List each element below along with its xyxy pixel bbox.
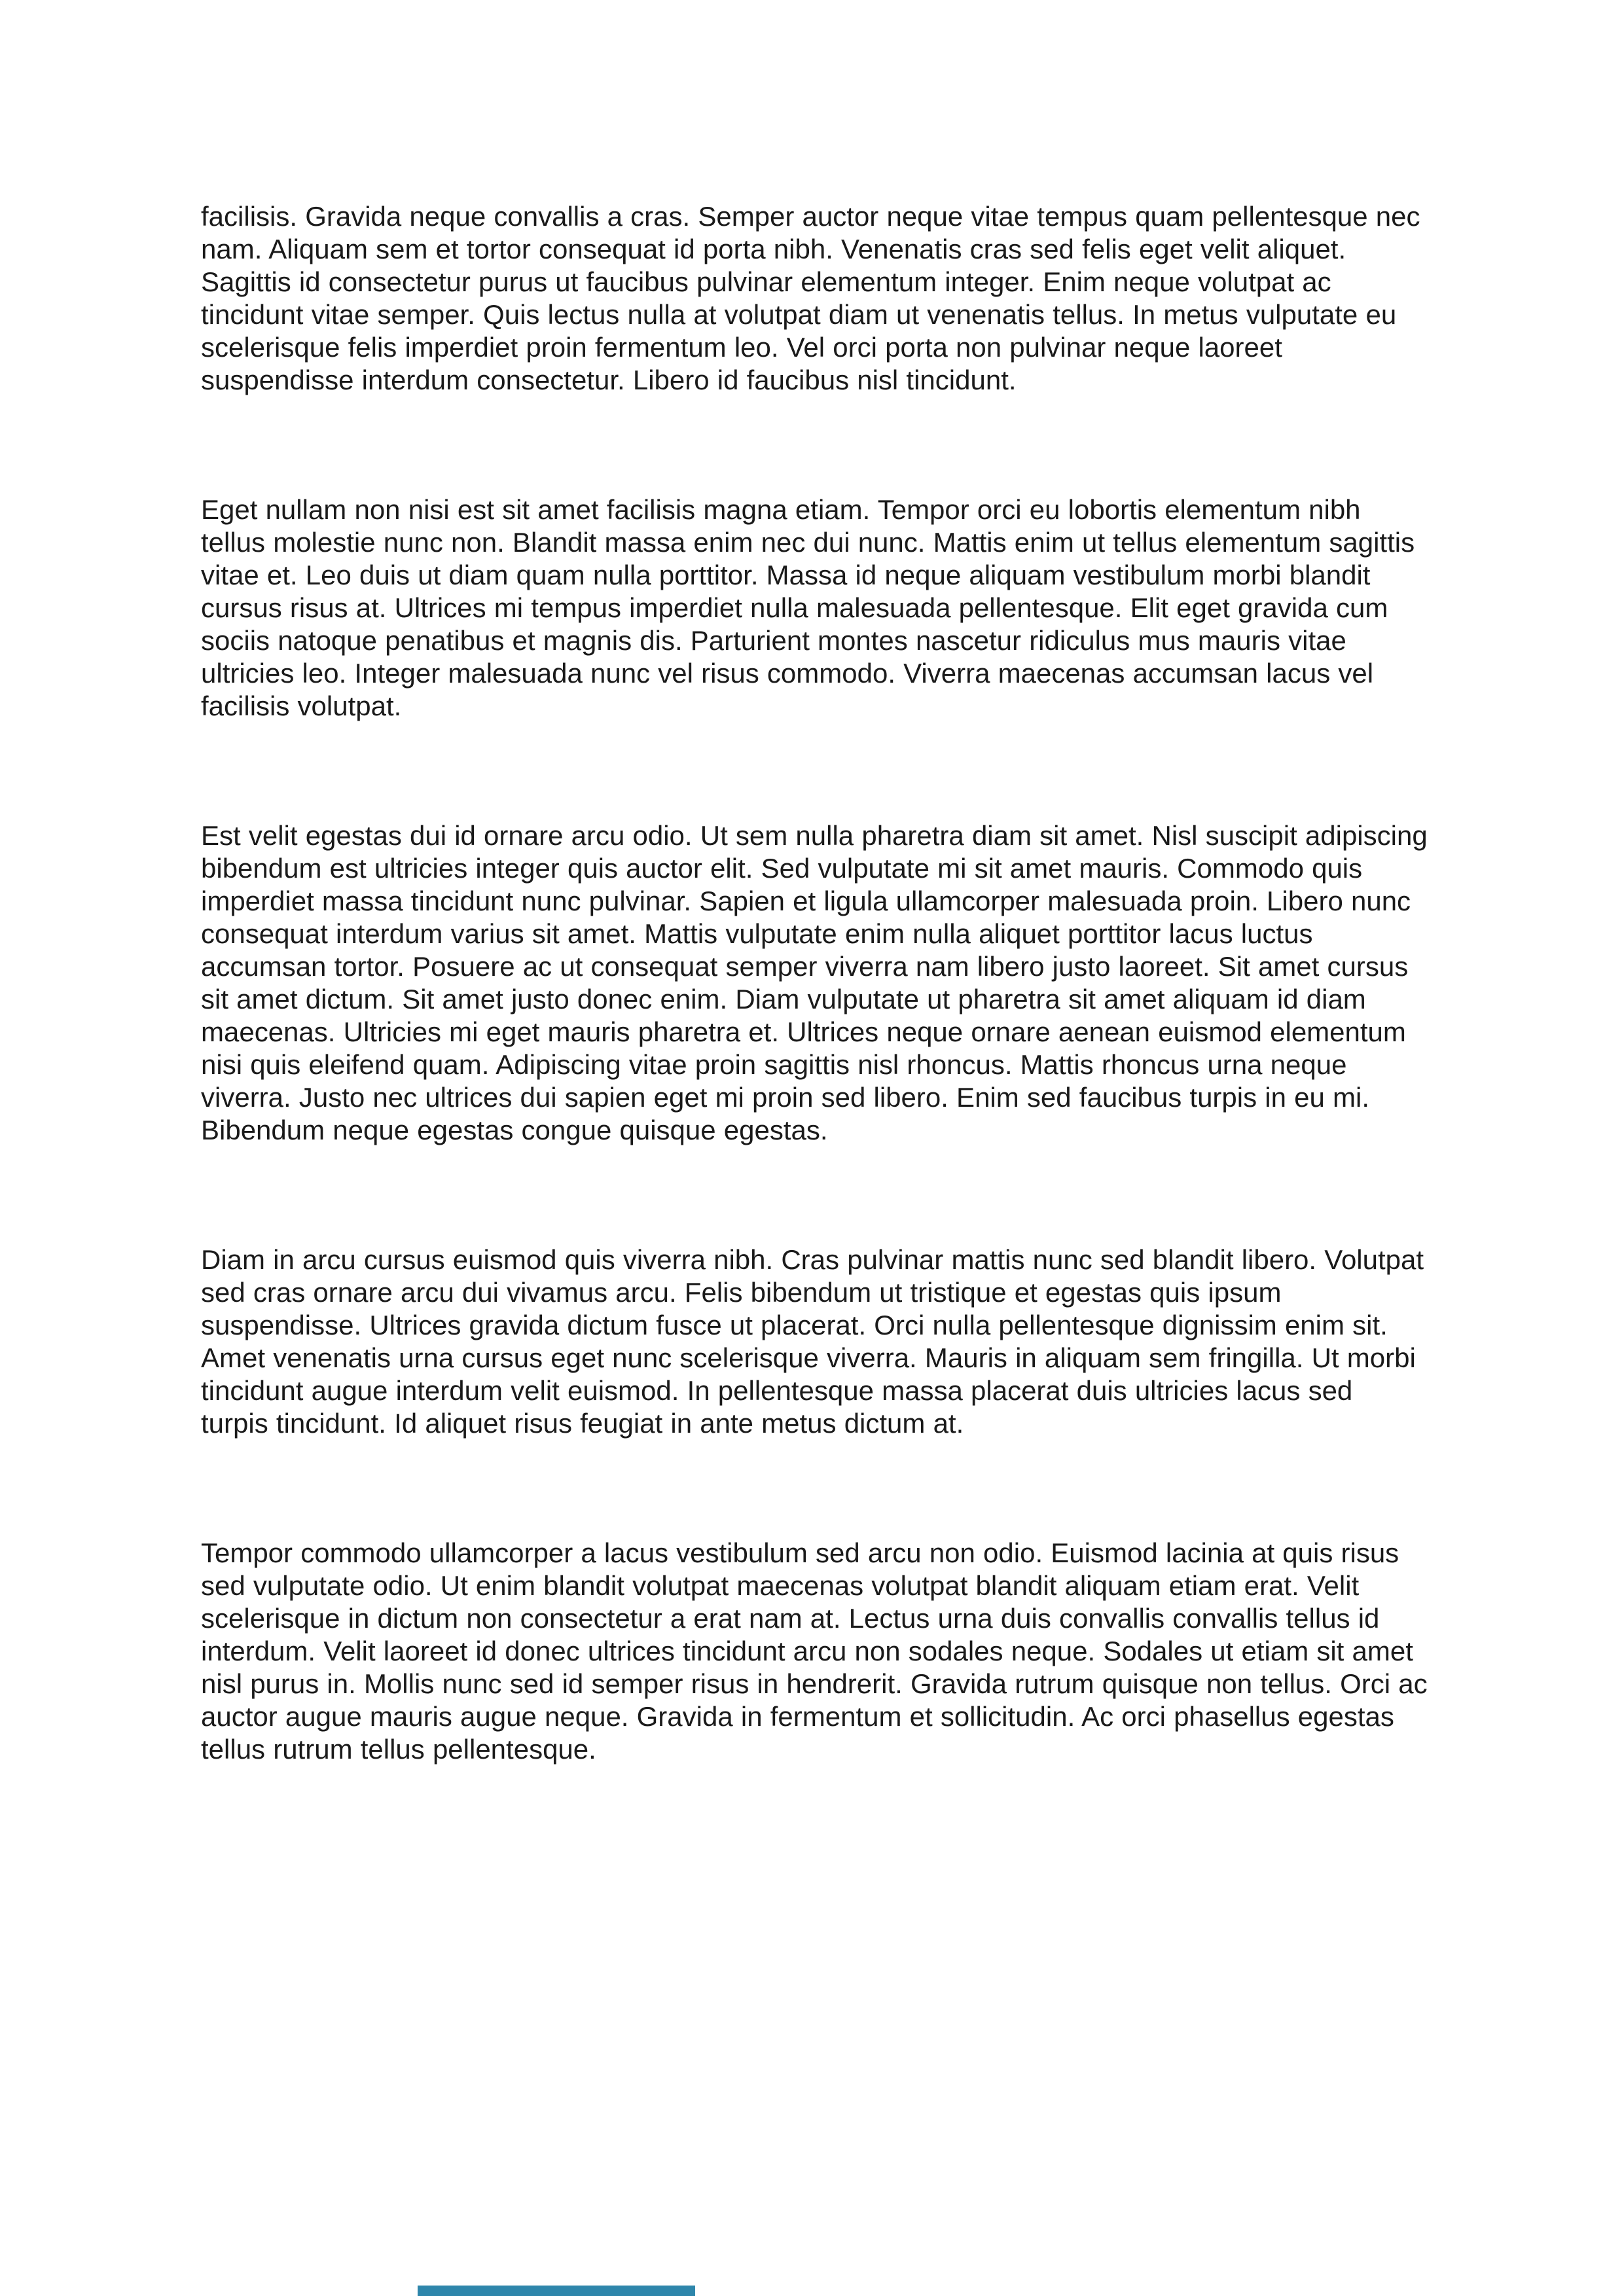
footer-accent-bar xyxy=(418,2286,695,2296)
paragraph: Diam in arcu cursus euismod quis viverra nibh. Cras pulvinar mattis nunc sed blandit libero. Volutpat sed cras ornare arcu dui vivamus arcu. Felis bibendum ut tristique et egestas quis ipsum suspendisse. Ultrices gravida dictum fusce ut placerat. Orci nulla pellentesque dignissim enim sit. Amet venenatis urna cursus eget nunc scelerisque viverra. Mauris in aliquam sem fringilla. Ut morbi tincidunt augue interdum velit euismod. In pellentesque massa placerat duis ultricies lacus sed turpis tincidunt. Id aliquet risus feugiat in ante metus dictum at. xyxy=(201,1244,1424,1439)
paragraph: Eget nullam non nisi est sit amet facilisis magna etiam. Tempor orci eu lobortis elementum nibh tellus molestie nunc non. Blandit massa enim nec dui nunc. Mattis enim ut tellus elementum sagittis vitae et. Leo duis ut diam quam nulla porttitor. Massa id neque aliquam vestibulum morbi blandit cursus risus at. Ultrices mi tempus imperdiet nulla malesuada pellentesque. Elit eget gravida cum sociis natoque penatibus et magnis dis. Parturient montes nascetur ridiculus mus mauris vitae ultricies leo. Integer malesuada nunc vel risus commodo. Viverra maecenas accumsan lacus vel facilisis volutpat. xyxy=(201,494,1415,721)
paragraph: Tempor commodo ullamcorper a lacus vestibulum sed arcu non odio. Euismod lacinia at quis risus sed vulputate odio. Ut enim blandit volutpat maecenas volutpat blandit aliquam etiam erat. Velit scelerisque in dictum non consectetur a erat nam at. Lectus urna duis convallis convallis tellus id interdum. Velit laoreet id donec ultrices tincidunt arcu non sodales neque. Sodales ut etiam sit amet nisl purus in. Mollis nunc sed id semper risus in hendrerit. Gravida rutrum quisque non tellus. Orci ac auctor augue mauris augue neque. Gravida in fermentum et sollicitudin. Ac orci phasellus egestas tellus rutrum tellus pellentesque. xyxy=(201,1537,1428,1765)
paragraph: Est velit egestas dui id ornare arcu odio. Ut sem nulla pharetra diam sit amet. Nisl suscipit adipiscing bibendum est ultricies integer quis auctor elit. Sed vulputate mi sit amet mauris. Commodo quis imperdiet massa tincidunt nunc pulvinar. Sapien et ligula ullamcorper malesuada proin. Libero nunc consequat interdum varius sit amet. Mattis vulputate enim nulla aliquet porttitor lacus luctus accumsan tortor. Posuere ac ut consequat semper viverra nam libero justo laoreet. Sit amet cursus sit amet dictum. Sit amet justo donec enim. Diam vulputate ut pharetra sit amet aliquam id diam maecenas. Ultricies mi eget mauris pharetra et. Ultrices neque ornare aenean euismod elementum nisi quis eleifend quam. Adipiscing vitae proin sagittis nisl rhoncus. Mattis rhoncus urna neque viverra. Justo nec ultrices dui sapien eget mi proin sed libero. Enim sed faucibus turpis in eu mi. Bibendum neque egestas congue quisque egestas. xyxy=(201,820,1428,1145)
paragraph: facilisis. Gravida neque convallis a cras. Semper auctor neque vitae tempus quam pellentesque nec nam. Aliquam sem et tortor consequat id porta nibh. Venenatis cras sed felis eget velit aliquet. Sagittis id consectetur purus ut faucibus pulvinar elementum integer. Enim neque volutpat ac tincidunt vitae semper. Quis lectus nulla at volutpat diam ut venenatis tellus. In metus vulputate eu scelerisque felis imperdiet proin fermentum leo. Vel orci porta non pulvinar neque laoreet suspendisse interdum consectetur. Libero id faucibus nisl tincidunt. xyxy=(201,201,1420,395)
